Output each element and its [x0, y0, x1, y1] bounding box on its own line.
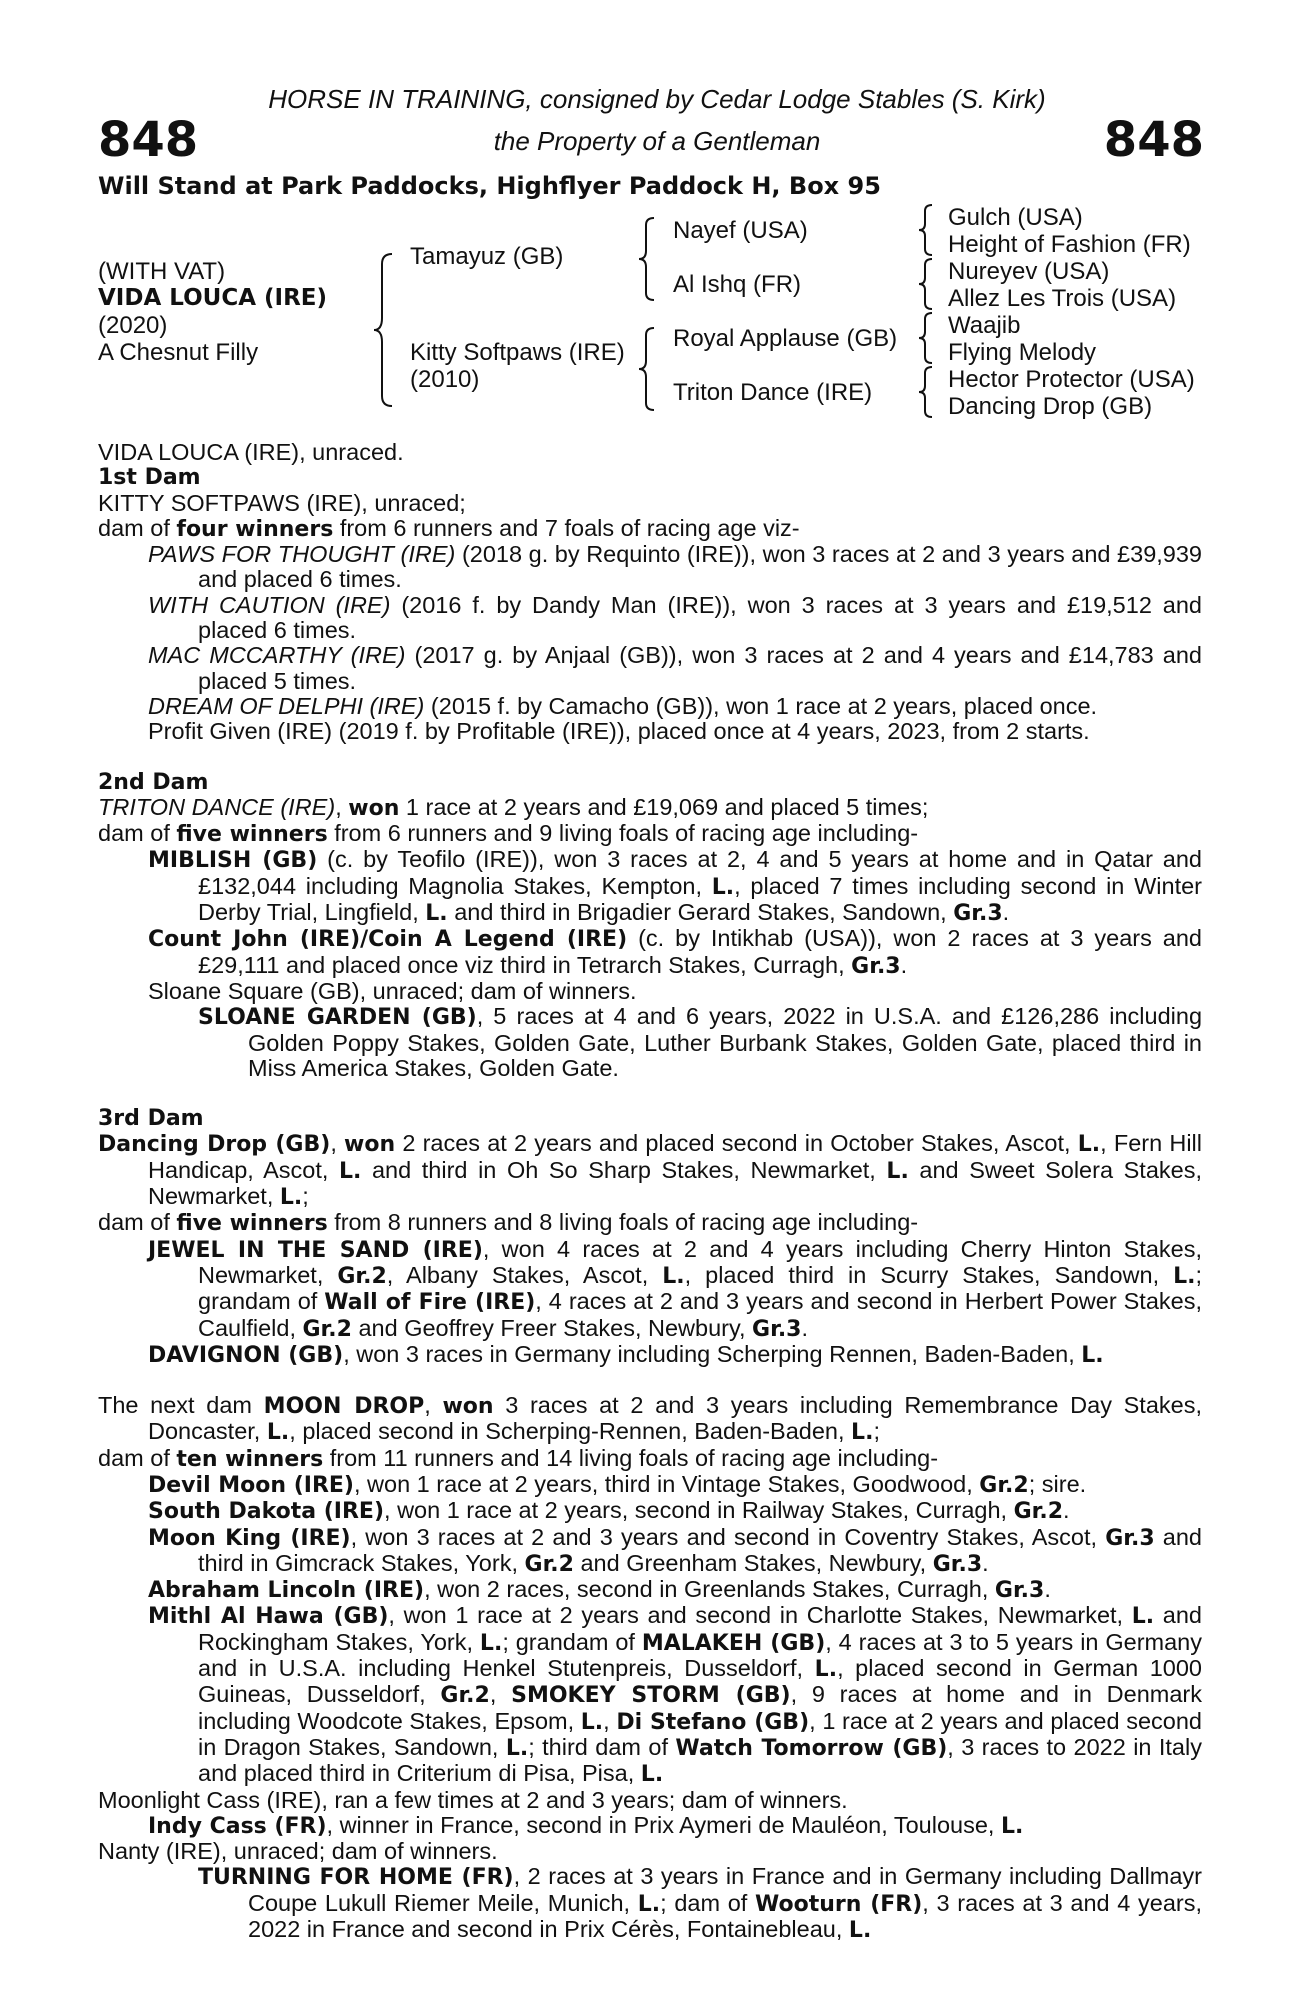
- produce-entry: PAWS FOR THOUGHT (IRE) (2018 g. by Requinto (IRE)), won 3 races at 2 and 3 years and £39,939 and placed 6 times.: [148, 541, 1202, 593]
- dam: Kitty Softpaws (IRE): [410, 339, 625, 366]
- gd-sdd: Allez Les Trois (USA): [948, 285, 1177, 312]
- produce-entry: Moon King (IRE), won 3 races at 2 and 3 years and second in Coventry Stakes, Ascot, Gr.3 and third in Gimcrack Stakes, York, Gr.2 and Greenham Stakes, Newbury, Gr.3.: [148, 1523, 1202, 1577]
- sire-dam: Al Ishq (FR): [673, 271, 802, 298]
- lot-number-right: 848: [1103, 112, 1204, 168]
- produce-entry: Profit Given (IRE) (2019 f. by Profitable (IRE)), placed once at 4 years, 2023, from 2 starts.: [148, 718, 1090, 745]
- next-dam-produce: dam of ten winners from 11 runners and 14 living foals of racing age including-: [98, 1444, 939, 1472]
- produce-entry: WITH CAUTION (IRE) (2016 f. by Dandy Man (IRE)), won 3 races at 3 years and £19,512 and placed 6 times.: [148, 591, 1203, 644]
- horse-description: A Chesnut Filly: [98, 339, 259, 366]
- gd-dds: Hector Protector (USA): [948, 366, 1195, 393]
- produce-entry: DREAM OF DELPHI (IRE) (2015 f. by Camacho (GB)), won 1 race at 2 years, placed once.: [148, 692, 1098, 719]
- third-dam-heading: 3rd Dam: [98, 1106, 204, 1132]
- horse-year: (2020): [98, 312, 168, 339]
- catalogue-body: [98, 440, 1202, 1943]
- brace-ss: [917, 203, 937, 257]
- next-dam-line: The next dam MOON DROP, won 3 races at 2 and 3 years including Remembrance Day Stakes, Doncaster, L., placed second in Scherping-Rennen, Baden-Baden, L.;: [98, 1392, 1202, 1446]
- gd-sds: Nureyev (USA): [948, 258, 1110, 285]
- produce-entry: South Dakota (IRE), won 1 race at 2 years, second in Railway Stakes, Curragh, Gr.2.: [148, 1497, 1070, 1525]
- produce-entry: TURNING FOR HOME (FR), 2 races at 3 years in France and in Germany including Dallmayr Coupe Lukull Riemer Meile, Munich, L.; dam of Wooturn (FR), 3 races at 3 and 4 years, 2022 in France and second in Prix Cérès, Fontainebleau, L.: [198, 1863, 1203, 1944]
- produce-entry: DAVIGNON (GB), won 3 races in Germany including Scherping Rennen, Baden-Baden, L.: [148, 1340, 1104, 1368]
- brace-sire: [636, 215, 660, 303]
- sire-sire: Nayef (USA): [673, 217, 808, 244]
- third-dam-produce: dam of five winners from 8 runners and 8 living foals of racing age including-: [98, 1209, 919, 1237]
- first-dam-produce: dam of four winners from 6 runners and 7 foals of racing age viz-: [98, 514, 800, 542]
- brace-dd: [917, 365, 937, 419]
- gd-dsd: Flying Melody: [948, 339, 1097, 366]
- brace-gen1: [370, 250, 400, 410]
- intro-line: VIDA LOUCA (IRE), unraced.: [98, 439, 404, 465]
- lot-number-left: 848: [98, 112, 199, 168]
- first-dam-line: KITTY SOFTPAWS (IRE), unraced;: [98, 489, 466, 516]
- gd-ssd: Height of Fashion (FR): [948, 231, 1191, 258]
- brace-ds: [917, 311, 937, 365]
- produce-entry: Indy Cass (FR), winner in France, second in Prix Aymeri de Mauléon, Toulouse, L.: [148, 1811, 1024, 1839]
- produce-entry: Moonlight Cass (IRE), ran a few times at 2 and 3 years; dam of winners.: [98, 1786, 848, 1813]
- dam-sire: Royal Applause (GB): [673, 325, 898, 352]
- second-dam-produce: dam of five winners from 6 runners and 9 living foals of racing age including-: [98, 820, 919, 848]
- produce-entry: JEWEL IN THE SAND (IRE), won 4 races at 2 and 4 years including Cherry Hinton Stakes, Newmarket, Gr.2, Albany Stakes, Ascot, L., placed third in Scurry Stakes, Sandown, L.; grandam of Wall of Fire (IRE), 4 races at 2 and 3 years and second in Herbert Power Stakes, Caulfield, Gr.2 and Geoffrey Freer Stakes, Newbury, Gr.3.: [148, 1235, 1203, 1342]
- gd-dss: Waajib: [948, 312, 1021, 339]
- sire: Tamayuz (GB): [410, 243, 564, 270]
- second-dam-heading: 2nd Dam: [98, 769, 209, 795]
- produce-entry: Nanty (IRE), unraced; dam of winners.: [98, 1838, 498, 1865]
- produce-entry: Mithl Al Hawa (GB), won 1 race at 2 years and second in Charlotte Stakes, Newmarket, L. and Rockingham Stakes, York, L.; grandam of MALAKEH (GB), 4 races at 3 to 5 years in Germany and in U.S.A. including Henkel Stutenpreis, Dusseldorf, L., placed second in German 1000 Guineas, Dusseldorf, Gr.2, SMOKEY STORM (GB), 9 races at home and in Denmark including Woodcote Stakes, Epsom, L., Di Stefano (GB), 1 race at 2 years and placed second in Dragon Stakes, Sandown, L.; third dam of Watch Tomorrow (GB), 3 races to 2022 in Italy and placed third in Criterium di Pisa, Pisa, L.: [148, 1602, 1203, 1788]
- produce-entry: Sloane Square (GB), unraced; dam of winners.: [148, 977, 637, 1004]
- produce-entry: SLOANE GARDEN (GB), 5 races at 4 and 6 years, 2022 in U.S.A. and £126,286 including Golden Poppy Stakes, Golden Gate, Luther Burbank Stakes, Golden Gate, placed third in Miss America Stakes, Golden Gate.: [198, 1003, 1203, 1081]
- produce-entry: MIBLISH (GB) (c. by Teofilo (IRE)), won 3 races at 2, 4 and 5 years at home and in Qatar and £132,044 including Magnolia Stakes, Kempton, L., placed 7 times including second in Winter Derby Trial, Lingfield, L. and third in Brigadier Gerard Stakes, Sandown, Gr.3.: [148, 846, 1202, 927]
- consignor-line: HORSE IN TRAINING, consigned by Cedar Lodge Stables (S. Kirk): [268, 84, 1046, 114]
- property-line: the Property of a Gentleman: [493, 126, 821, 156]
- produce-entry: Abraham Lincoln (IRE), won 2 races, second in Greenlands Stakes, Curragh, Gr.3.: [148, 1576, 1051, 1604]
- produce-entry: Count John (IRE)/Coin A Legend (IRE) (c. by Intikhab (USA)), won 2 races at 3 years and £29,111 and placed once viz third in Tetrarch Stakes, Curragh, Gr.3.: [148, 925, 1202, 979]
- vat-note: (WITH VAT): [98, 258, 226, 285]
- horse-name: VIDA LOUCA (IRE): [98, 285, 328, 311]
- second-dam-line: TRITON DANCE (IRE), won 1 race at 2 years and £19,069 and placed 5 times;: [98, 793, 929, 821]
- stand-location: Will Stand at Park Paddocks, Highflyer Paddock H, Box 95: [98, 172, 881, 200]
- produce-entry: MAC MCCARTHY (IRE) (2017 g. by Anjaal (GB)), won 3 races at 2 and 4 years and £14,783 and placed 5 times.: [148, 642, 1203, 694]
- dam-year: (2010): [410, 366, 480, 393]
- dam-dam: Triton Dance (IRE): [673, 379, 873, 406]
- gd-sss: Gulch (USA): [948, 204, 1083, 231]
- gd-ddd: Dancing Drop (GB): [948, 393, 1153, 420]
- brace-dam: [636, 325, 660, 413]
- produce-entry: Devil Moon (IRE), won 1 race at 2 years, third in Vintage Stakes, Goodwood, Gr.2; sire.: [148, 1470, 1087, 1498]
- brace-sd: [917, 257, 937, 311]
- third-dam-line: Dancing Drop (GB), won 2 races at 2 years and placed second in October Stakes, Ascot, L., Fern Hill Handicap, Ascot, L. and third in Oh So Sharp Stakes, Newmarket, L. and Sweet Solera Stakes, Newmarket, L.;: [98, 1130, 1202, 1211]
- first-dam-heading: 1st Dam: [98, 465, 201, 491]
